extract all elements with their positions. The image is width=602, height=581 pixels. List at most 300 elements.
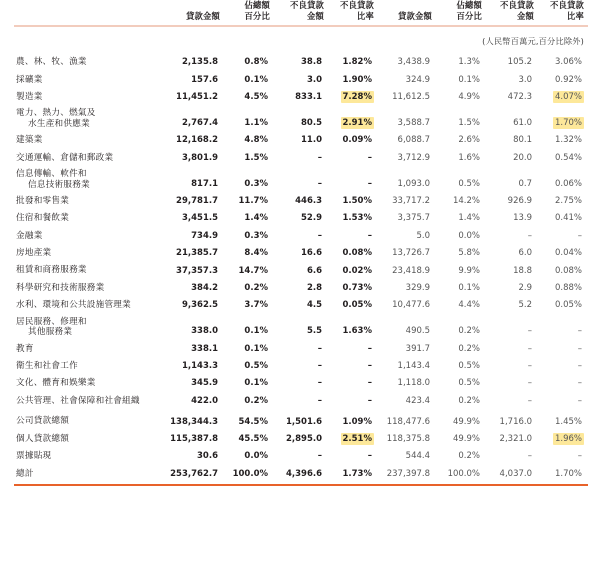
- pri-loan-amount: [378, 71, 436, 88]
- value: 0.54%: [554, 152, 582, 163]
- value: –: [317, 395, 322, 406]
- value: 338.0: [191, 326, 218, 337]
- pri-npl-amount: [486, 71, 538, 88]
- cur-npl-ratio: [328, 448, 378, 465]
- header-cur-loan-amount: [166, 0, 224, 26]
- header-line2: 比率: [357, 10, 374, 21]
- row-label-line2: 水生產和供應業: [28, 118, 90, 129]
- value: 3.06%: [554, 57, 582, 68]
- pri-npl-ratio: [538, 227, 588, 244]
- value: –: [577, 343, 582, 354]
- pri-npl-amount: [486, 340, 538, 357]
- header-cur-npl-amount: [274, 0, 328, 26]
- value: 0.5%: [458, 360, 480, 371]
- highlighted-value: 4.07%: [554, 92, 582, 103]
- pri-npl-amount: [486, 54, 538, 71]
- cur-npl-amount: [274, 448, 328, 465]
- value: 4.4%: [458, 300, 480, 311]
- value: –: [527, 451, 532, 462]
- pri-loan-amount: [378, 297, 436, 314]
- cur-npl-amount: [274, 375, 328, 392]
- row-label-line1: 公司貸款總額: [16, 416, 70, 427]
- header-line2: 貸款金額: [186, 10, 220, 21]
- cur-share-pct: [224, 340, 274, 357]
- value: 446.3: [295, 196, 322, 207]
- value: 0.7: [518, 178, 532, 189]
- pri-share-pct: [436, 71, 486, 88]
- pri-npl-ratio: [538, 167, 588, 193]
- value: 118,477.6: [386, 416, 430, 427]
- pri-share-pct: [436, 167, 486, 193]
- value: 0.41%: [554, 213, 582, 224]
- value: 324.9: [405, 74, 430, 85]
- pri-share-pct: [436, 193, 486, 210]
- cur-loan-amount: [166, 132, 224, 149]
- row-label: [14, 297, 166, 314]
- value: 0.0%: [244, 451, 268, 462]
- header-line2: 貸款金額: [398, 10, 432, 21]
- value: –: [367, 451, 372, 462]
- row-label-line1: 租賃和商務服務業: [16, 265, 87, 276]
- value: –: [527, 230, 532, 241]
- pri-npl-ratio: [538, 340, 588, 357]
- row-label-line1: 居民服務、修理和: [16, 316, 87, 327]
- table-row-grand-total: [14, 465, 588, 485]
- pri-npl-amount: [486, 392, 538, 409]
- value: 37,357.3: [176, 265, 218, 276]
- cur-share-pct: [224, 357, 274, 374]
- pri-loan-amount: [378, 357, 436, 374]
- cur-npl-ratio: [328, 210, 378, 227]
- value: –: [367, 378, 372, 389]
- value: –: [577, 326, 582, 337]
- value: –: [317, 178, 322, 189]
- value: 5.0: [416, 230, 430, 241]
- value: 49.9%: [452, 416, 480, 427]
- cur-share-pct: [224, 210, 274, 227]
- cur-share-pct: [224, 193, 274, 210]
- value: –: [317, 230, 322, 241]
- value: 38.8: [301, 57, 322, 68]
- header-pri-share-pct: [436, 0, 486, 26]
- cur-loan-amount: [166, 314, 224, 340]
- table-row: [14, 193, 588, 210]
- cur-loan-amount: [166, 357, 224, 374]
- cur-npl-ratio: [328, 340, 378, 357]
- pri-share-pct: [436, 392, 486, 409]
- pri-loan-amount: [378, 132, 436, 149]
- cur-share-pct: [224, 54, 274, 71]
- cur-share-pct: [224, 410, 274, 431]
- cur-npl-ratio: [328, 106, 378, 132]
- unit-note: (人民幣百萬元,百分比除外): [482, 35, 584, 46]
- value: 544.4: [405, 451, 430, 462]
- value: 8.4%: [244, 248, 268, 259]
- value: 1.73%: [342, 468, 372, 479]
- value: 21,385.7: [176, 248, 218, 259]
- pri-loan-amount: [378, 314, 436, 340]
- value: 1,143.3: [181, 360, 218, 371]
- value: 0.2%: [458, 395, 480, 406]
- value: –: [527, 378, 532, 389]
- cur-npl-ratio: [328, 430, 378, 447]
- value: 3,712.9: [397, 152, 430, 163]
- cur-npl-amount: [274, 297, 328, 314]
- pri-npl-ratio: [538, 132, 588, 149]
- row-label: [14, 465, 166, 485]
- pri-share-pct: [436, 106, 486, 132]
- value: 1.50%: [342, 196, 372, 207]
- row-label: [14, 106, 166, 132]
- pri-npl-amount: [486, 210, 538, 227]
- header-line2: 比率: [567, 10, 584, 21]
- cur-loan-amount: [166, 54, 224, 71]
- value: 9.9%: [458, 265, 480, 276]
- header-cur-share-pct: [224, 0, 274, 26]
- cur-npl-ratio: [328, 132, 378, 149]
- row-label: [14, 193, 166, 210]
- pri-npl-amount: [486, 132, 538, 149]
- value: –: [317, 378, 322, 389]
- cur-loan-amount: [166, 149, 224, 166]
- value: 100.0%: [232, 468, 268, 479]
- table-row: [14, 357, 588, 374]
- pri-loan-amount: [378, 227, 436, 244]
- value: 33,717.2: [392, 196, 430, 207]
- value: 3,451.5: [181, 213, 218, 224]
- cur-share-pct: [224, 314, 274, 340]
- row-label: [14, 210, 166, 227]
- table-row: [14, 71, 588, 88]
- row-label-line1: 批發和零售業: [16, 196, 70, 207]
- header-line2: 百分比: [244, 10, 270, 21]
- cur-npl-ratio: [328, 71, 378, 88]
- pri-loan-amount: [378, 54, 436, 71]
- pri-share-pct: [436, 227, 486, 244]
- pri-loan-amount: [378, 410, 436, 431]
- value: 384.2: [191, 282, 218, 293]
- value: 0.3%: [244, 230, 268, 241]
- pri-loan-amount: [378, 448, 436, 465]
- value: –: [577, 360, 582, 371]
- value: 2.6%: [458, 135, 480, 146]
- value: 1.5%: [458, 118, 480, 129]
- cur-loan-amount: [166, 210, 224, 227]
- pri-npl-ratio: [538, 106, 588, 132]
- value: 1.4%: [458, 213, 480, 224]
- value: –: [317, 451, 322, 462]
- value: 1.53%: [342, 213, 372, 224]
- value: 16.6: [301, 248, 322, 259]
- value: 13.9: [513, 213, 532, 224]
- value: 0.1%: [244, 343, 268, 354]
- table-body: [14, 26, 588, 485]
- row-label: [14, 227, 166, 244]
- value: 1,143.4: [397, 360, 430, 371]
- cur-share-pct: [224, 392, 274, 409]
- value: 0.08%: [554, 265, 582, 276]
- pri-npl-ratio: [538, 193, 588, 210]
- value: 329.9: [405, 282, 430, 293]
- value: 6.6: [306, 265, 322, 276]
- value: 4.8%: [244, 135, 268, 146]
- cur-npl-ratio: [328, 167, 378, 193]
- cur-loan-amount: [166, 262, 224, 279]
- value: –: [367, 395, 372, 406]
- highlighted-value: 1.70%: [554, 118, 582, 129]
- cur-share-pct: [224, 149, 274, 166]
- cur-npl-ratio: [328, 227, 378, 244]
- row-label: [14, 357, 166, 374]
- value: 0.5%: [458, 378, 480, 389]
- value: 61.0: [513, 118, 532, 129]
- value: 423.4: [405, 395, 430, 406]
- table-row: [14, 262, 588, 279]
- cur-loan-amount: [166, 375, 224, 392]
- cur-loan-amount: [166, 193, 224, 210]
- pri-npl-ratio: [538, 392, 588, 409]
- value: 4,396.6: [285, 468, 322, 479]
- table-row: [14, 210, 588, 227]
- pri-share-pct: [436, 375, 486, 392]
- cur-share-pct: [224, 262, 274, 279]
- row-label-line1: 個人貸款總額: [16, 433, 70, 444]
- pri-npl-amount: [486, 227, 538, 244]
- cur-npl-amount: [274, 245, 328, 262]
- pri-share-pct: [436, 132, 486, 149]
- pri-npl-ratio: [538, 71, 588, 88]
- pri-loan-amount: [378, 210, 436, 227]
- value: 0.04%: [554, 248, 582, 259]
- pri-npl-ratio: [538, 89, 588, 106]
- highlighted-value: 7.28%: [342, 92, 372, 103]
- pri-share-pct: [436, 89, 486, 106]
- value: 45.5%: [238, 433, 268, 444]
- row-label-line1: 製造業: [16, 92, 43, 103]
- value: 0.05%: [554, 300, 582, 311]
- pri-npl-ratio: [538, 357, 588, 374]
- pri-npl-amount: [486, 430, 538, 447]
- pri-npl-amount: [486, 375, 538, 392]
- pri-share-pct: [436, 357, 486, 374]
- value: 0.02%: [342, 265, 372, 276]
- cur-share-pct: [224, 227, 274, 244]
- row-label: [14, 89, 166, 106]
- pri-loan-amount: [378, 245, 436, 262]
- pri-share-pct: [436, 410, 486, 431]
- value: 1,501.6: [285, 416, 322, 427]
- value: 0.2%: [244, 395, 268, 406]
- value: 18.8: [513, 265, 532, 276]
- cur-npl-amount: [274, 279, 328, 296]
- pri-share-pct: [436, 340, 486, 357]
- value: –: [367, 152, 372, 163]
- cur-npl-amount: [274, 465, 328, 485]
- value: 115,387.8: [170, 433, 218, 444]
- row-label: [14, 375, 166, 392]
- header-row: [14, 0, 588, 26]
- value: 3,375.7: [397, 213, 430, 224]
- value: 6,088.7: [397, 135, 430, 146]
- value: 100.0%: [447, 468, 480, 479]
- table-header: [14, 0, 588, 26]
- cur-npl-ratio: [328, 245, 378, 262]
- pri-share-pct: [436, 262, 486, 279]
- value: 105.2: [507, 57, 532, 68]
- cur-npl-amount: [274, 410, 328, 431]
- pri-npl-ratio: [538, 54, 588, 71]
- value: 11,451.2: [176, 92, 218, 103]
- cur-npl-ratio: [328, 465, 378, 485]
- value: 1.5%: [244, 152, 268, 163]
- pri-share-pct: [436, 245, 486, 262]
- row-label: [14, 392, 166, 409]
- highlighted-value: 2.91%: [342, 118, 372, 129]
- value: 2.8: [306, 282, 322, 293]
- row-label-line1: 信息傳輸、軟件和: [16, 169, 87, 180]
- value: 253,762.7: [170, 468, 218, 479]
- table-row: [14, 314, 588, 340]
- cur-loan-amount: [166, 245, 224, 262]
- value: –: [527, 395, 532, 406]
- value: 0.1%: [244, 74, 268, 85]
- pri-loan-amount: [378, 89, 436, 106]
- value: 13,726.7: [392, 248, 430, 259]
- value: 1.90%: [342, 74, 372, 85]
- table-row: [14, 89, 588, 106]
- value: 4.5: [306, 300, 322, 311]
- pri-share-pct: [436, 314, 486, 340]
- cur-share-pct: [224, 297, 274, 314]
- pri-loan-amount: [378, 430, 436, 447]
- value: 237,397.8: [386, 468, 430, 479]
- pri-loan-amount: [378, 375, 436, 392]
- cur-npl-amount: [274, 193, 328, 210]
- pri-share-pct: [436, 54, 486, 71]
- value: 2.9: [518, 282, 532, 293]
- pri-share-pct: [436, 149, 486, 166]
- value: 734.9: [191, 230, 218, 241]
- pri-loan-amount: [378, 106, 436, 132]
- cur-loan-amount: [166, 410, 224, 431]
- value: –: [577, 451, 582, 462]
- table-row: [14, 132, 588, 149]
- value: 4.9%: [458, 92, 480, 103]
- header-line2: 金額: [517, 10, 534, 21]
- value: 1.45%: [554, 416, 582, 427]
- value: 0.08%: [342, 248, 372, 259]
- value: 5.5: [306, 326, 322, 337]
- cur-npl-ratio: [328, 314, 378, 340]
- pri-npl-amount: [486, 410, 538, 431]
- header-label-col: [14, 0, 166, 26]
- value: 2,135.8: [181, 57, 218, 68]
- pri-npl-amount: [486, 106, 538, 132]
- pri-npl-ratio: [538, 245, 588, 262]
- pri-npl-amount: [486, 297, 538, 314]
- cur-npl-amount: [274, 71, 328, 88]
- value: –: [367, 343, 372, 354]
- cur-npl-amount: [274, 357, 328, 374]
- value: 3.0: [306, 74, 322, 85]
- value: 0.88%: [554, 282, 582, 293]
- value: 14.7%: [238, 265, 268, 276]
- pri-npl-ratio: [538, 314, 588, 340]
- header-line1: 佔總額: [244, 0, 270, 10]
- table-row: [14, 227, 588, 244]
- row-label: [14, 410, 166, 431]
- value: 118,375.8: [386, 433, 430, 444]
- row-label-line1: 公共管理、社會保障和社會組織: [16, 395, 140, 406]
- pri-loan-amount: [378, 149, 436, 166]
- header-line1: 不良貸款: [290, 0, 324, 10]
- pri-npl-ratio: [538, 410, 588, 431]
- pri-share-pct: [436, 210, 486, 227]
- value: 490.5: [405, 326, 430, 337]
- cur-npl-ratio: [328, 89, 378, 106]
- cur-loan-amount: [166, 227, 224, 244]
- value: 29,781.7: [176, 196, 218, 207]
- value: 0.1%: [458, 282, 480, 293]
- cur-share-pct: [224, 167, 274, 193]
- value: 80.1: [513, 135, 532, 146]
- pri-share-pct: [436, 448, 486, 465]
- value: 833.1: [295, 92, 322, 103]
- cur-npl-amount: [274, 89, 328, 106]
- value: 345.9: [191, 378, 218, 389]
- value: 0.92%: [554, 74, 582, 85]
- pri-npl-amount: [486, 89, 538, 106]
- value: 0.1%: [244, 326, 268, 337]
- pri-npl-amount: [486, 262, 538, 279]
- cur-npl-amount: [274, 210, 328, 227]
- pri-loan-amount: [378, 167, 436, 193]
- value: –: [577, 230, 582, 241]
- value: 0.5%: [458, 178, 480, 189]
- row-label-line1: 教育: [16, 343, 34, 354]
- value: 9,362.5: [181, 300, 218, 311]
- value: 817.1: [191, 178, 218, 189]
- value: 0.09%: [342, 135, 372, 146]
- value: –: [577, 378, 582, 389]
- cur-npl-ratio: [328, 375, 378, 392]
- value: 14.2%: [452, 196, 480, 207]
- pri-npl-amount: [486, 193, 538, 210]
- value: 2.75%: [554, 196, 582, 207]
- cur-share-pct: [224, 89, 274, 106]
- table-row-subtotal: [14, 410, 588, 431]
- value: 1.1%: [244, 118, 268, 129]
- table-row: [14, 279, 588, 296]
- cur-share-pct: [224, 375, 274, 392]
- value: 49.9%: [452, 433, 480, 444]
- pri-npl-amount: [486, 167, 538, 193]
- row-label-line2: 其他服務業: [28, 327, 73, 338]
- value: –: [527, 360, 532, 371]
- highlighted-value: 2.51%: [342, 433, 372, 444]
- value: –: [527, 343, 532, 354]
- value: 1.3%: [458, 57, 480, 68]
- value: 1.09%: [342, 416, 372, 427]
- value: 2,767.4: [181, 118, 218, 129]
- cur-npl-amount: [274, 132, 328, 149]
- value: 4,037.0: [499, 468, 532, 479]
- value: 1.32%: [554, 135, 582, 146]
- cur-loan-amount: [166, 465, 224, 485]
- cur-share-pct: [224, 448, 274, 465]
- cur-loan-amount: [166, 340, 224, 357]
- table-row: [14, 245, 588, 262]
